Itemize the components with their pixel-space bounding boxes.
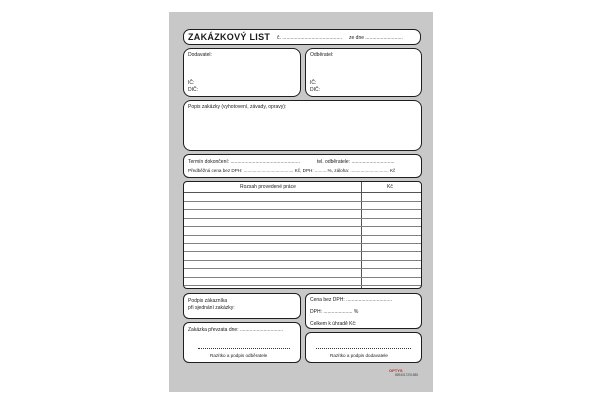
work-table xyxy=(183,181,422,289)
supplier-dic: DIČ: xyxy=(188,87,198,93)
form-title: ZAKÁZKOVÝ LIST xyxy=(188,32,271,42)
form-sheet xyxy=(169,12,433,392)
form-date-field: ze dne ........................... xyxy=(349,35,403,41)
work-table-row-line xyxy=(184,243,421,244)
totals-box xyxy=(305,293,422,329)
header-box xyxy=(183,29,421,45)
customer-phone-field: tel. odběratele: ............................... xyxy=(317,159,395,165)
vat-field: DPH: ..................... % xyxy=(310,309,359,315)
customer-signature-box xyxy=(183,293,301,319)
work-table-row-line xyxy=(184,260,421,261)
supplier-box xyxy=(183,48,301,97)
customer-signature-label-1: Podpis zákazníka xyxy=(188,298,228,304)
terms-box xyxy=(183,154,422,178)
work-table-row-line xyxy=(184,209,421,210)
work-table-row-line xyxy=(184,226,421,227)
customer-box xyxy=(305,48,422,97)
work-table-row-line xyxy=(184,235,421,236)
customer-stamp-label: Razítko a podpis odběratele xyxy=(210,353,268,358)
customer-ico: IČ: xyxy=(310,80,317,86)
work-table-row-line xyxy=(184,201,421,202)
work-table-row-line xyxy=(184,218,421,219)
supplier-signature-line xyxy=(316,348,411,349)
description-label: Popis zakázky (vyhotovení, závady, opravy): xyxy=(188,104,287,110)
description-box xyxy=(183,100,422,151)
work-table-row-line xyxy=(184,277,421,278)
work-table-row-line xyxy=(184,285,421,286)
total-due-field: Celkem k úhradě Kč: xyxy=(310,321,357,327)
brand-logo: OPTYS xyxy=(389,368,403,373)
customer-title: Odběratel: xyxy=(310,52,334,58)
form-number-field: č. ........................................... xyxy=(277,35,343,41)
table-header-divider xyxy=(184,192,421,193)
handover-box xyxy=(183,322,301,363)
supplier-title: Dodavatel: xyxy=(188,52,212,58)
supplier-stamp-label: Razítko a podpis dodavatele xyxy=(330,353,388,358)
product-code: 8594017291585 xyxy=(395,373,419,377)
preliminary-price-line: Předběžná cena bez DPH: ....................................... Kč, DPH: ..........%, záloha: .............................. Kč xyxy=(188,168,396,173)
price-without-vat-field: Cena bez DPH: ................................. xyxy=(310,297,392,303)
work-table-row-line xyxy=(184,251,421,252)
customer-signature-label-2: při sjednání zakázky: xyxy=(188,305,235,311)
work-table-row-line xyxy=(184,268,421,269)
supplier-signature-box xyxy=(305,332,422,363)
completion-date-field: Termín dokončení: .................................................. xyxy=(188,159,300,165)
handover-date-field: Zakázka převzata dne: ............................... xyxy=(188,327,284,333)
price-column-header: Kč xyxy=(387,184,393,190)
work-column-header: Rozsah provedené práce xyxy=(240,184,296,190)
supplier-ico: IČ: xyxy=(188,80,195,86)
customer-dic: DIČ: xyxy=(310,87,320,93)
customer-signature-line xyxy=(198,348,290,349)
